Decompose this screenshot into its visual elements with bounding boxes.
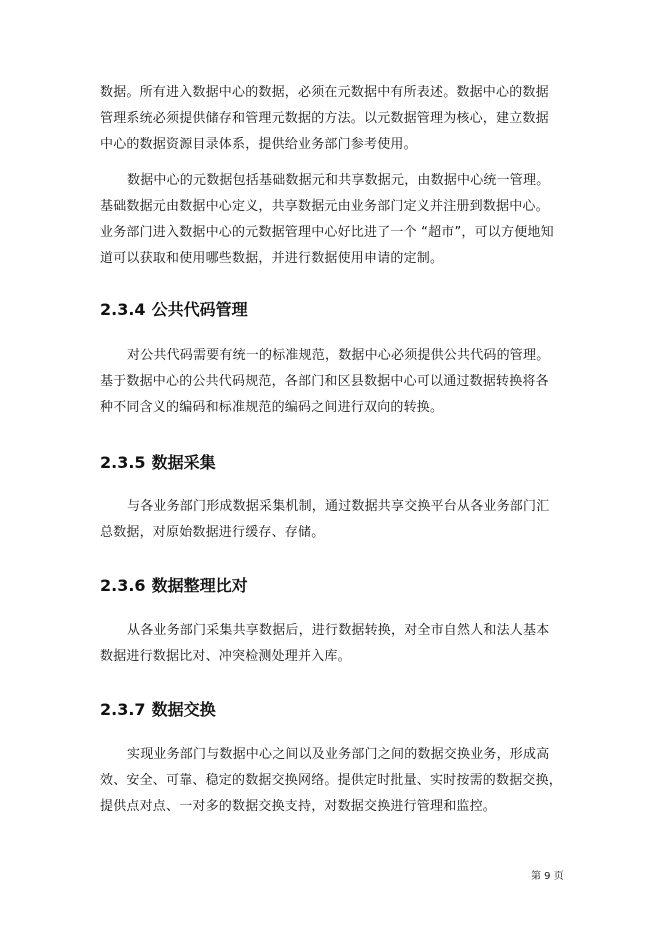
paragraph-metadata-types bbox=[100, 168, 560, 272]
text-line: 与各业务部门形成数据采集机制，通过数据共享交换平台从各业务部门汇 bbox=[127, 499, 550, 514]
text-line: 数据进行数据比对、冲突检测处理并入库。 bbox=[100, 649, 351, 664]
text-line: 总数据，对原始数据进行缓存、存储。 bbox=[100, 525, 325, 540]
text-line: 效、安全、可靠、稳定的数据交换网络。提供定时批量、实时按需的数据交换， bbox=[100, 773, 563, 788]
section-number: 2.3.6 bbox=[100, 576, 146, 595]
text-line: 数据中心的元数据包括基础数据元和共享数据元，由数据中心统一管理。 bbox=[127, 173, 550, 188]
paragraph-data-exchange bbox=[100, 742, 563, 820]
page-number: 第 9 页 bbox=[531, 871, 564, 882]
section-heading-2-3-4 bbox=[100, 299, 248, 321]
text-line: 基于数据中心的公共代码规范，各部门和区县数据中心可以通过数据转换将各 bbox=[100, 374, 549, 389]
text-line: 实现业务部门与数据中心之间以及业务部门之间的数据交换业务，形成高 bbox=[127, 747, 550, 762]
section-title: 数据整理比对 bbox=[151, 576, 248, 595]
text-line: 提供点对点、一对多的数据交换支持，对数据交换进行管理和监控。 bbox=[100, 799, 497, 814]
paragraph-metadata-intro bbox=[100, 80, 560, 158]
paragraph-public-code bbox=[100, 343, 560, 421]
paragraph-data-collection bbox=[100, 494, 560, 546]
text-line: 管理系统必须提供储存和管理元数据的方法。以元数据管理为核心，建立数据 bbox=[100, 111, 549, 126]
text-line: 业务部门进入数据中心的元数据管理中心好比进了一个 “超市”，可以方便地知 bbox=[100, 225, 554, 240]
text-line: 数据。所有进入数据中心的数据，必须在元数据中有所表述。数据中心的数据 bbox=[100, 85, 549, 100]
section-heading-2-3-6 bbox=[100, 575, 248, 597]
section-title: 公共代码管理 bbox=[151, 300, 248, 319]
section-number: 2.3.5 bbox=[100, 453, 146, 472]
text-line: 种不同含义的编码和标准规范的编码之间进行双向的转换。 bbox=[100, 400, 444, 415]
section-heading-2-3-5 bbox=[100, 452, 216, 474]
text-line: 对公共代码需要有统一的标准规范，数据中心必须提供公共代码的管理。 bbox=[127, 348, 550, 363]
text-line: 中心的数据资源目录体系，提供给业务部门参考使用。 bbox=[100, 137, 417, 152]
section-title: 数据采集 bbox=[151, 453, 216, 472]
section-number: 2.3.4 bbox=[100, 300, 146, 319]
section-number: 2.3.7 bbox=[100, 700, 146, 719]
section-heading-2-3-7 bbox=[100, 699, 216, 721]
section-title: 数据交换 bbox=[151, 700, 216, 719]
text-line: 道可以获取和使用哪些数据，并进行数据使用申请的定制。 bbox=[100, 251, 444, 266]
text-line: 基础数据元由数据中心定义，共享数据元由业务部门定义并注册到数据中心。 bbox=[100, 199, 549, 214]
paragraph-data-comparison bbox=[100, 618, 560, 670]
text-line: 从各业务部门采集共享数据后，进行数据转换，对全市自然人和法人基本 bbox=[127, 623, 550, 638]
